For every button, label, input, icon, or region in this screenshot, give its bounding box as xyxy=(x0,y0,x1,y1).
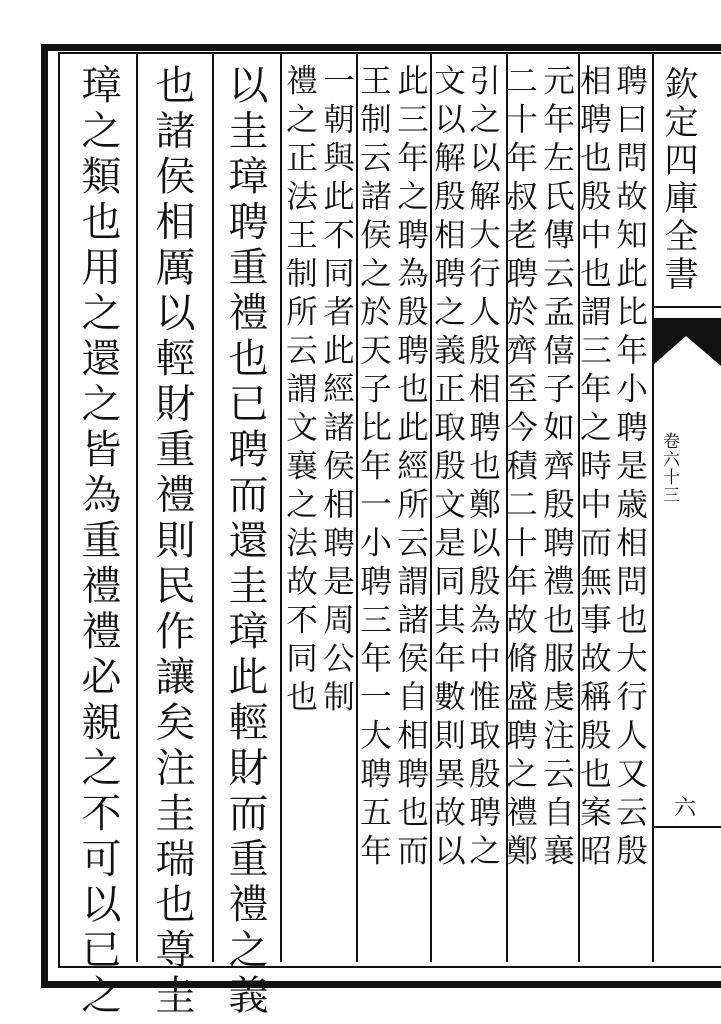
column-rule xyxy=(136,54,138,962)
side-divider xyxy=(652,306,721,308)
text-column: 也諸侯相厲以輕財重禮則民作讓矣注圭瑞也尊圭 xyxy=(149,64,195,1020)
volume-label: 卷六十三 xyxy=(659,432,679,504)
folio-number: 六 xyxy=(674,796,697,821)
text-column: 引之以解大行人殷相聘也鄭以殷為中惟取殷聘之 xyxy=(464,64,501,873)
column-rule xyxy=(212,54,214,962)
text-column: 禮之正法王制所云謂文襄之法故不同也 xyxy=(281,64,318,719)
text-column: 二十年叔老聘於齊至今積二十年故脩盛聘之禮鄭 xyxy=(501,64,538,873)
text-column: 此三年之聘為殷聘也此經所云謂諸侯自相聘也而 xyxy=(392,64,429,873)
text-column: 王制云諸侯之於天子比年一小聘三年一大聘五年 xyxy=(355,64,392,873)
text-column: 一朝與此不同者此經諸侯相聘是周公制 xyxy=(318,64,355,719)
text-column: 以圭璋聘重禮也已聘而還圭璋此輕財而重禮之義 xyxy=(222,64,268,1020)
text-column: 元年左氏傳云孟僖子如齊殷聘禮也服虔注云自襄 xyxy=(538,64,575,873)
text-column: 文以解殷相聘之義正取殷文是同其年數則異故以 xyxy=(429,64,466,873)
fishtail-mark-icon xyxy=(652,318,721,366)
book-title: 欽定四庫全書 xyxy=(658,66,698,294)
text-column: 聘曰問故知此比年小聘是歳相問也大行人又云殷 xyxy=(611,64,648,873)
text-column: 相聘也殷中也謂三年之時中而無事故稱殷也案昭 xyxy=(575,64,612,873)
side-divider xyxy=(652,826,721,828)
text-column: 璋之類也用之還之皆為重禮禮必親之不可以已之 xyxy=(75,64,121,1020)
